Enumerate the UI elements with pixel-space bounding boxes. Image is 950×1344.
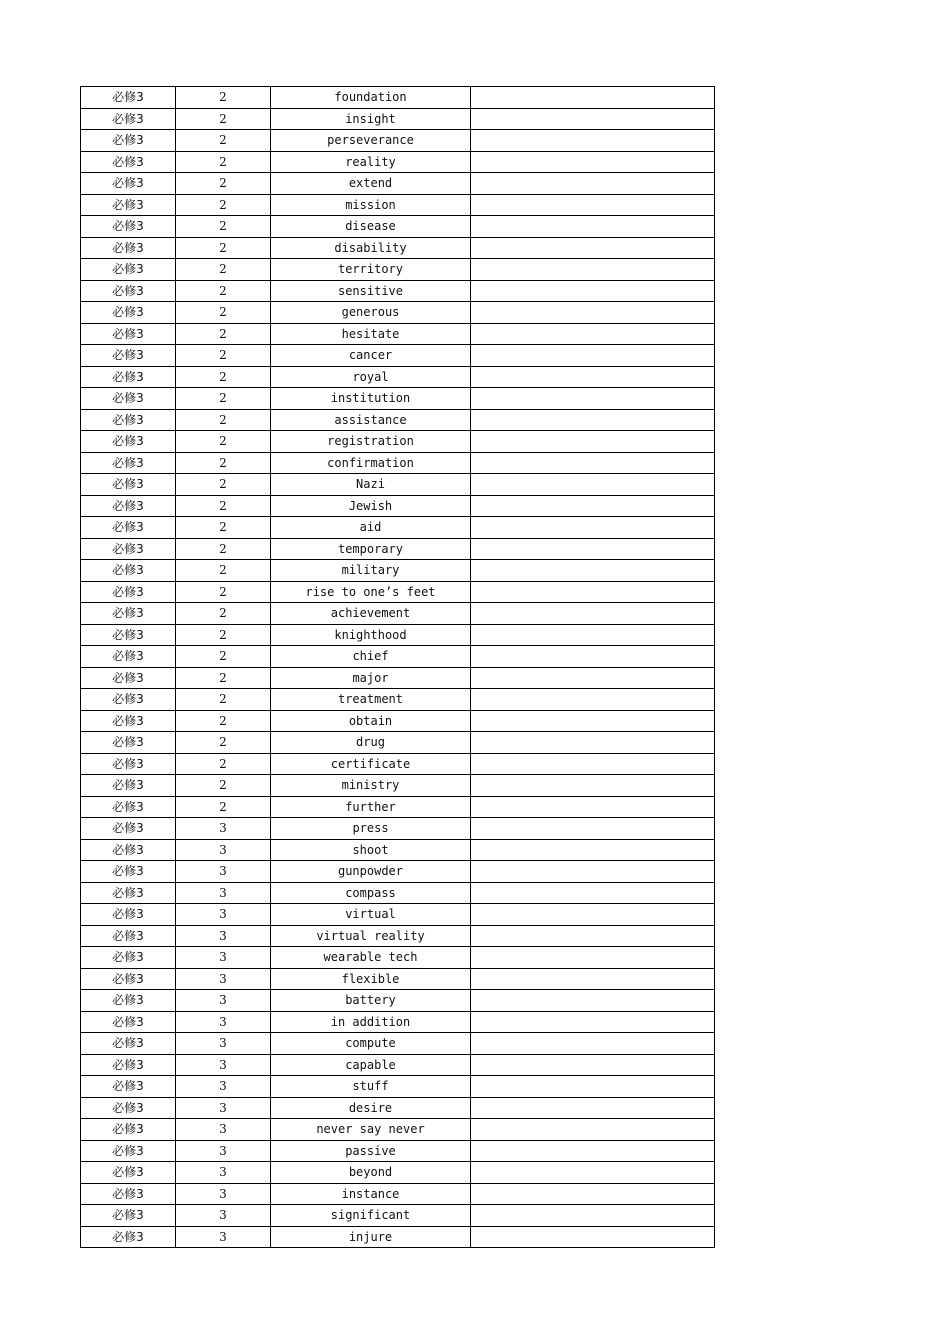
word-cell[interactable]: ministry xyxy=(271,775,471,797)
table-row xyxy=(81,1097,715,1119)
unit-cell[interactable]: 2 xyxy=(176,108,271,130)
book-cell[interactable]: 必修3 xyxy=(81,904,176,926)
table-row xyxy=(81,173,715,195)
table-row xyxy=(81,87,715,109)
book-cell[interactable]: 必修3 xyxy=(81,216,176,238)
word-cell[interactable]: wearable tech xyxy=(271,947,471,969)
unit-cell[interactable]: 2 xyxy=(176,366,271,388)
book-cell[interactable]: 必修3 xyxy=(81,689,176,711)
unit-cell[interactable]: 3 xyxy=(176,818,271,840)
note-cell[interactable] xyxy=(471,474,715,496)
unit-cell[interactable]: 2 xyxy=(176,624,271,646)
note-cell[interactable] xyxy=(471,753,715,775)
note-cell[interactable] xyxy=(471,302,715,324)
word-cell[interactable]: Jewish xyxy=(271,495,471,517)
note-cell[interactable] xyxy=(471,366,715,388)
book-cell[interactable]: 必修3 xyxy=(81,474,176,496)
table-row xyxy=(81,581,715,603)
table-row xyxy=(81,689,715,711)
table-row xyxy=(81,495,715,517)
book-cell[interactable]: 必修3 xyxy=(81,194,176,216)
word-cell[interactable]: confirmation xyxy=(271,452,471,474)
note-cell[interactable] xyxy=(471,775,715,797)
word-cell[interactable]: battery xyxy=(271,990,471,1012)
book-cell[interactable]: 必修3 xyxy=(81,796,176,818)
unit-cell[interactable]: 3 xyxy=(176,990,271,1012)
unit-cell[interactable]: 2 xyxy=(176,323,271,345)
book-cell[interactable]: 必修3 xyxy=(81,130,176,152)
book-cell[interactable]: 必修3 xyxy=(81,1119,176,1141)
unit-cell[interactable]: 2 xyxy=(176,173,271,195)
book-cell[interactable]: 必修3 xyxy=(81,560,176,582)
unit-cell[interactable]: 2 xyxy=(176,581,271,603)
word-cell[interactable]: military xyxy=(271,560,471,582)
note-cell[interactable] xyxy=(471,710,715,732)
unit-cell[interactable]: 3 xyxy=(176,968,271,990)
table-row xyxy=(81,990,715,1012)
table-row xyxy=(81,603,715,625)
book-cell[interactable]: 必修3 xyxy=(81,646,176,668)
book-cell[interactable]: 必修3 xyxy=(81,1183,176,1205)
note-cell[interactable] xyxy=(471,1054,715,1076)
word-cell[interactable]: significant xyxy=(271,1205,471,1227)
table-row xyxy=(81,517,715,539)
book-cell[interactable]: 必修3 xyxy=(81,624,176,646)
unit-cell[interactable]: 3 xyxy=(176,1011,271,1033)
note-cell[interactable] xyxy=(471,667,715,689)
word-cell[interactable]: passive xyxy=(271,1140,471,1162)
unit-cell[interactable]: 2 xyxy=(176,409,271,431)
table-row xyxy=(81,280,715,302)
book-cell[interactable]: 必修3 xyxy=(81,388,176,410)
table-row xyxy=(81,474,715,496)
book-cell[interactable]: 必修3 xyxy=(81,1033,176,1055)
note-cell[interactable] xyxy=(471,603,715,625)
unit-cell[interactable]: 2 xyxy=(176,775,271,797)
table-row xyxy=(81,345,715,367)
book-cell[interactable]: 必修3 xyxy=(81,259,176,281)
table-row xyxy=(81,753,715,775)
book-cell[interactable]: 必修3 xyxy=(81,495,176,517)
book-cell[interactable]: 必修3 xyxy=(81,366,176,388)
book-cell[interactable]: 必修3 xyxy=(81,1097,176,1119)
note-cell[interactable] xyxy=(471,990,715,1012)
unit-cell[interactable]: 3 xyxy=(176,1140,271,1162)
word-cell[interactable]: cancer xyxy=(271,345,471,367)
unit-cell[interactable]: 2 xyxy=(176,796,271,818)
word-cell[interactable]: instance xyxy=(271,1183,471,1205)
note-cell[interactable] xyxy=(471,646,715,668)
unit-cell[interactable]: 2 xyxy=(176,689,271,711)
note-cell[interactable] xyxy=(471,130,715,152)
table-row xyxy=(81,323,715,345)
word-cell[interactable]: insight xyxy=(271,108,471,130)
word-cell[interactable]: knighthood xyxy=(271,624,471,646)
book-cell[interactable]: 必修3 xyxy=(81,667,176,689)
unit-cell[interactable]: 2 xyxy=(176,452,271,474)
table-row xyxy=(81,947,715,969)
word-cell[interactable]: desire xyxy=(271,1097,471,1119)
note-cell[interactable] xyxy=(471,216,715,238)
table-row xyxy=(81,1140,715,1162)
note-cell[interactable] xyxy=(471,1183,715,1205)
table-row xyxy=(81,366,715,388)
book-cell[interactable]: 必修3 xyxy=(81,925,176,947)
unit-cell[interactable]: 3 xyxy=(176,839,271,861)
word-cell[interactable]: gunpowder xyxy=(271,861,471,883)
table-row xyxy=(81,1076,715,1098)
unit-cell[interactable]: 2 xyxy=(176,345,271,367)
table-row xyxy=(81,302,715,324)
unit-cell[interactable]: 2 xyxy=(176,130,271,152)
table-row xyxy=(81,732,715,754)
unit-cell[interactable]: 2 xyxy=(176,302,271,324)
word-cell[interactable]: assistance xyxy=(271,409,471,431)
book-cell[interactable]: 必修3 xyxy=(81,173,176,195)
unit-cell[interactable]: 2 xyxy=(176,517,271,539)
note-cell[interactable] xyxy=(471,1140,715,1162)
unit-cell[interactable]: 2 xyxy=(176,216,271,238)
word-cell[interactable]: certificate xyxy=(271,753,471,775)
word-cell[interactable]: press xyxy=(271,818,471,840)
note-cell[interactable] xyxy=(471,237,715,259)
book-cell[interactable]: 必修3 xyxy=(81,87,176,109)
note-cell[interactable] xyxy=(471,388,715,410)
note-cell[interactable] xyxy=(471,495,715,517)
table-row xyxy=(81,925,715,947)
unit-cell[interactable]: 3 xyxy=(176,925,271,947)
word-cell[interactable]: flexible xyxy=(271,968,471,990)
unit-cell[interactable]: 2 xyxy=(176,474,271,496)
book-cell[interactable]: 必修3 xyxy=(81,990,176,1012)
word-cell[interactable]: rise to one’s feet xyxy=(271,581,471,603)
table-row xyxy=(81,818,715,840)
word-cell[interactable]: obtain xyxy=(271,710,471,732)
word-cell[interactable]: disability xyxy=(271,237,471,259)
book-cell[interactable]: 必修3 xyxy=(81,538,176,560)
word-cell[interactable]: compute xyxy=(271,1033,471,1055)
note-cell[interactable] xyxy=(471,452,715,474)
book-cell[interactable]: 必修3 xyxy=(81,1140,176,1162)
note-cell[interactable] xyxy=(471,1097,715,1119)
word-cell[interactable]: major xyxy=(271,667,471,689)
note-cell[interactable] xyxy=(471,345,715,367)
note-cell[interactable] xyxy=(471,1119,715,1141)
note-cell[interactable] xyxy=(471,173,715,195)
word-cell[interactable]: aid xyxy=(271,517,471,539)
word-cell[interactable]: hesitate xyxy=(271,323,471,345)
note-cell[interactable] xyxy=(471,259,715,281)
table-row xyxy=(81,775,715,797)
book-cell[interactable]: 必修3 xyxy=(81,710,176,732)
note-cell[interactable] xyxy=(471,839,715,861)
book-cell[interactable]: 必修3 xyxy=(81,1226,176,1248)
note-cell[interactable] xyxy=(471,624,715,646)
book-cell[interactable]: 必修3 xyxy=(81,968,176,990)
word-cell[interactable]: chief xyxy=(271,646,471,668)
book-cell[interactable]: 必修3 xyxy=(81,517,176,539)
note-cell[interactable] xyxy=(471,108,715,130)
word-cell[interactable]: beyond xyxy=(271,1162,471,1184)
unit-cell[interactable]: 2 xyxy=(176,753,271,775)
unit-cell[interactable]: 3 xyxy=(176,1097,271,1119)
note-cell[interactable] xyxy=(471,1011,715,1033)
table-row xyxy=(81,431,715,453)
book-cell[interactable]: 必修3 xyxy=(81,108,176,130)
note-cell[interactable] xyxy=(471,925,715,947)
unit-cell[interactable]: 3 xyxy=(176,1119,271,1141)
note-cell[interactable] xyxy=(471,818,715,840)
table-row xyxy=(81,882,715,904)
table-row xyxy=(81,904,715,926)
table-row xyxy=(81,968,715,990)
book-cell[interactable]: 必修3 xyxy=(81,237,176,259)
book-cell[interactable]: 必修3 xyxy=(81,1205,176,1227)
note-cell[interactable] xyxy=(471,732,715,754)
note-cell[interactable] xyxy=(471,517,715,539)
unit-cell[interactable]: 2 xyxy=(176,87,271,109)
book-cell[interactable]: 必修3 xyxy=(81,1011,176,1033)
table-row xyxy=(81,538,715,560)
word-cell[interactable]: territory xyxy=(271,259,471,281)
table-row xyxy=(81,194,715,216)
unit-cell[interactable]: 3 xyxy=(176,904,271,926)
note-cell[interactable] xyxy=(471,904,715,926)
table-row xyxy=(81,151,715,173)
note-cell[interactable] xyxy=(471,1226,715,1248)
table-row xyxy=(81,624,715,646)
note-cell[interactable] xyxy=(471,538,715,560)
table-row xyxy=(81,646,715,668)
word-cell[interactable]: sensitive xyxy=(271,280,471,302)
book-cell[interactable]: 必修3 xyxy=(81,323,176,345)
note-cell[interactable] xyxy=(471,87,715,109)
table-row xyxy=(81,1183,715,1205)
unit-cell[interactable]: 3 xyxy=(176,1162,271,1184)
table-row xyxy=(81,710,715,732)
book-cell[interactable]: 必修3 xyxy=(81,882,176,904)
word-cell[interactable]: treatment xyxy=(271,689,471,711)
unit-cell[interactable]: 3 xyxy=(176,861,271,883)
book-cell[interactable]: 必修3 xyxy=(81,1076,176,1098)
table-row xyxy=(81,409,715,431)
book-cell[interactable]: 必修3 xyxy=(81,280,176,302)
unit-cell[interactable]: 2 xyxy=(176,560,271,582)
word-cell[interactable]: temporary xyxy=(271,538,471,560)
table-row xyxy=(81,667,715,689)
book-cell[interactable]: 必修3 xyxy=(81,345,176,367)
book-cell[interactable]: 必修3 xyxy=(81,1162,176,1184)
table-row xyxy=(81,839,715,861)
word-cell[interactable]: never say never xyxy=(271,1119,471,1141)
book-cell[interactable]: 必修3 xyxy=(81,151,176,173)
table-row xyxy=(81,1119,715,1141)
note-cell[interactable] xyxy=(471,409,715,431)
book-cell[interactable]: 必修3 xyxy=(81,732,176,754)
note-cell[interactable] xyxy=(471,323,715,345)
unit-cell[interactable]: 2 xyxy=(176,538,271,560)
note-cell[interactable] xyxy=(471,151,715,173)
table-row xyxy=(81,388,715,410)
table-row xyxy=(81,216,715,238)
word-cell[interactable]: achievement xyxy=(271,603,471,625)
word-cell[interactable]: virtual xyxy=(271,904,471,926)
note-cell[interactable] xyxy=(471,947,715,969)
word-cell[interactable]: foundation xyxy=(271,87,471,109)
table-row xyxy=(81,1226,715,1248)
unit-cell[interactable]: 2 xyxy=(176,237,271,259)
note-cell[interactable] xyxy=(471,796,715,818)
note-cell[interactable] xyxy=(471,689,715,711)
unit-cell[interactable]: 3 xyxy=(176,1033,271,1055)
unit-cell[interactable]: 3 xyxy=(176,882,271,904)
unit-cell[interactable]: 2 xyxy=(176,495,271,517)
book-cell[interactable]: 必修3 xyxy=(81,861,176,883)
word-cell[interactable]: reality xyxy=(271,151,471,173)
unit-cell[interactable]: 3 xyxy=(176,1205,271,1227)
word-cell[interactable]: virtual reality xyxy=(271,925,471,947)
table-row xyxy=(81,1054,715,1076)
book-cell[interactable]: 必修3 xyxy=(81,1054,176,1076)
table-row xyxy=(81,560,715,582)
book-cell[interactable]: 必修3 xyxy=(81,452,176,474)
unit-cell[interactable]: 3 xyxy=(176,1183,271,1205)
book-cell[interactable]: 必修3 xyxy=(81,581,176,603)
book-cell[interactable]: 必修3 xyxy=(81,603,176,625)
book-cell[interactable]: 必修3 xyxy=(81,302,176,324)
note-cell[interactable] xyxy=(471,431,715,453)
unit-cell[interactable]: 2 xyxy=(176,603,271,625)
unit-cell[interactable]: 2 xyxy=(176,388,271,410)
word-cell[interactable]: capable xyxy=(271,1054,471,1076)
note-cell[interactable] xyxy=(471,581,715,603)
unit-cell[interactable]: 2 xyxy=(176,710,271,732)
book-cell[interactable]: 必修3 xyxy=(81,409,176,431)
word-cell[interactable]: disease xyxy=(271,216,471,238)
unit-cell[interactable]: 2 xyxy=(176,151,271,173)
word-cell[interactable]: institution xyxy=(271,388,471,410)
table-row xyxy=(81,796,715,818)
word-cell[interactable]: extend xyxy=(271,173,471,195)
unit-cell[interactable]: 3 xyxy=(176,1054,271,1076)
table-row xyxy=(81,1011,715,1033)
table-row xyxy=(81,259,715,281)
unit-cell[interactable]: 2 xyxy=(176,194,271,216)
note-cell[interactable] xyxy=(471,194,715,216)
word-cell[interactable]: drug xyxy=(271,732,471,754)
unit-cell[interactable]: 3 xyxy=(176,1226,271,1248)
unit-cell[interactable]: 2 xyxy=(176,431,271,453)
note-cell[interactable] xyxy=(471,560,715,582)
word-cell[interactable]: shoot xyxy=(271,839,471,861)
unit-cell[interactable]: 2 xyxy=(176,732,271,754)
book-cell[interactable]: 必修3 xyxy=(81,775,176,797)
unit-cell[interactable]: 2 xyxy=(176,667,271,689)
note-cell[interactable] xyxy=(471,882,715,904)
note-cell[interactable] xyxy=(471,1205,715,1227)
vocabulary-table-body xyxy=(81,87,715,1248)
unit-cell[interactable]: 2 xyxy=(176,280,271,302)
book-cell[interactable]: 必修3 xyxy=(81,947,176,969)
word-cell[interactable]: perseverance xyxy=(271,130,471,152)
word-cell[interactable]: stuff xyxy=(271,1076,471,1098)
note-cell[interactable] xyxy=(471,1033,715,1055)
table-row xyxy=(81,237,715,259)
unit-cell[interactable]: 3 xyxy=(176,1076,271,1098)
table-row xyxy=(81,108,715,130)
word-cell[interactable]: royal xyxy=(271,366,471,388)
unit-cell[interactable]: 2 xyxy=(176,646,271,668)
table-row xyxy=(81,1033,715,1055)
book-cell[interactable]: 必修3 xyxy=(81,431,176,453)
note-cell[interactable] xyxy=(471,861,715,883)
note-cell[interactable] xyxy=(471,968,715,990)
book-cell[interactable]: 必修3 xyxy=(81,753,176,775)
table-row xyxy=(81,1205,715,1227)
word-cell[interactable]: generous xyxy=(271,302,471,324)
word-cell[interactable]: injure xyxy=(271,1226,471,1248)
unit-cell[interactable]: 2 xyxy=(176,259,271,281)
unit-cell[interactable]: 3 xyxy=(176,947,271,969)
note-cell[interactable] xyxy=(471,1162,715,1184)
vocabulary-table xyxy=(80,86,715,1248)
word-cell[interactable]: further xyxy=(271,796,471,818)
word-cell[interactable]: compass xyxy=(271,882,471,904)
table-row xyxy=(81,130,715,152)
word-cell[interactable]: registration xyxy=(271,431,471,453)
word-cell[interactable]: Nazi xyxy=(271,474,471,496)
table-row xyxy=(81,452,715,474)
note-cell[interactable] xyxy=(471,280,715,302)
table-row xyxy=(81,861,715,883)
book-cell[interactable]: 必修3 xyxy=(81,818,176,840)
note-cell[interactable] xyxy=(471,1076,715,1098)
word-cell[interactable]: mission xyxy=(271,194,471,216)
table-row xyxy=(81,1162,715,1184)
book-cell[interactable]: 必修3 xyxy=(81,839,176,861)
word-cell[interactable]: in addition xyxy=(271,1011,471,1033)
